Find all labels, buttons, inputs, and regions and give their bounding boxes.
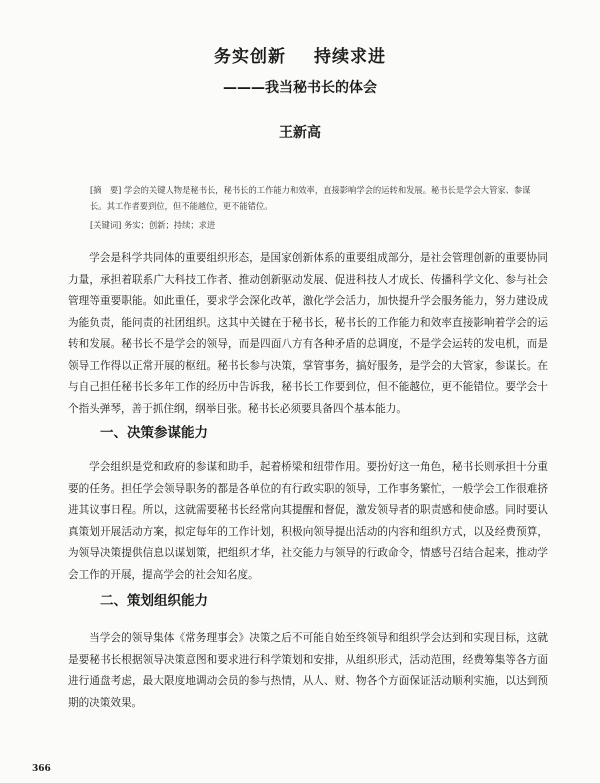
keywords: [90, 218, 540, 232]
article-subtitle: ———我当秘书长的体会: [223, 80, 377, 96]
body-paragraph-2: [68, 457, 548, 586]
title-part-1: 务实创新: [214, 47, 286, 67]
title-part-2: 持续求进: [314, 47, 386, 67]
paragraph-3-text: 当学会的领导集体《常务理事会》决策之后不可能自始至终领导和组织学会达到和实现目标，这就是要秘书长根据领导决策意图和要求进行科学策划和安排，从组织形式，活动范围，经费筹集等各方面进行通盘考虑，最大限度地调动会员的参与热情，从人、财、物各个方面保证活动顺利实施，以达到预期的决策效果。: [68, 632, 548, 709]
section-heading-1: 一、决策参谋能力: [100, 425, 208, 441]
abstract: [90, 182, 540, 214]
paragraph-2-text: 学会组织是党和政府的参谋和助手，起着桥梁和纽带作用。要扮好这一角色，秘书长则承担十分重要的任务。担任学会领导职务的都是各单位的有行政实职的领导，工作事务繁忙，一般学会工作很难挤进其议事日程。所以，这就需要秘书长经常向其提醒和督促，激发领导者的职责感和使命感。同时要认真策划开展活动方案，拟定每年的工作计划，积极向领导提出活动的内容和组织方式，以及经费预算，为领导决策提供信息以谋划策，把组织才华，社交能力与领导的行政命令，情感号召结合起来，推动学会工作的开展，提高学会的社会知名度。: [68, 461, 548, 581]
keywords-label: [关键词]: [90, 220, 122, 230]
paragraph-1-text: 学会是科学共同体的重要组织形态，是国家创新体系的重要组成部分，是社会管理创新的重要协同力量，承担着联系广大科技工作者、推动创新驱动发展、促进科技人才成长、传播科学文化、参与社会管理等重要职能。如此重任，要求学会深化改革，激化学会活力，加快提升学会服务能力，努力建设成为能负责，能问责的社团组织。这其中关键在于秘书长，秘书长的工作能力和效率直接影响着学会的运转和发展。秘书长不是学会的领导，而是四面八方有各种矛盾的总调度，不是学会运转的发电机，而是领导工作得以正常开展的枢纽。秘书长参与决策，掌管事务，搞好服务，是学会的大管家，参谋长。在与自己担任秘书长多年工作的经历中告诉我，秘书长工作要到位，但不能越位，更不能错位。要学会十个指头弹琴，善于抓住纲，纲举目张。秘书长必须要具备四个基本能力。: [68, 252, 548, 415]
body-paragraph-3: [68, 628, 548, 714]
keywords-text: 务实；创新；持续；求进: [124, 220, 216, 230]
section-heading-2: 二、策划组织能力: [100, 593, 208, 609]
body-paragraph-1: [68, 248, 548, 420]
abstract-text: 学会的关键人物是秘书长，秘书长的工作能力和效率，直接影响学会的运转和发展。秘书长是学会大管家、参谋长。其工作者要到位，但不能越位，更不能错位。: [90, 185, 531, 211]
page-number: 366: [32, 764, 51, 774]
author-name: 王新高: [279, 125, 321, 141]
abstract-label: [摘 要]: [90, 185, 122, 195]
article-title: [0, 42, 600, 67]
